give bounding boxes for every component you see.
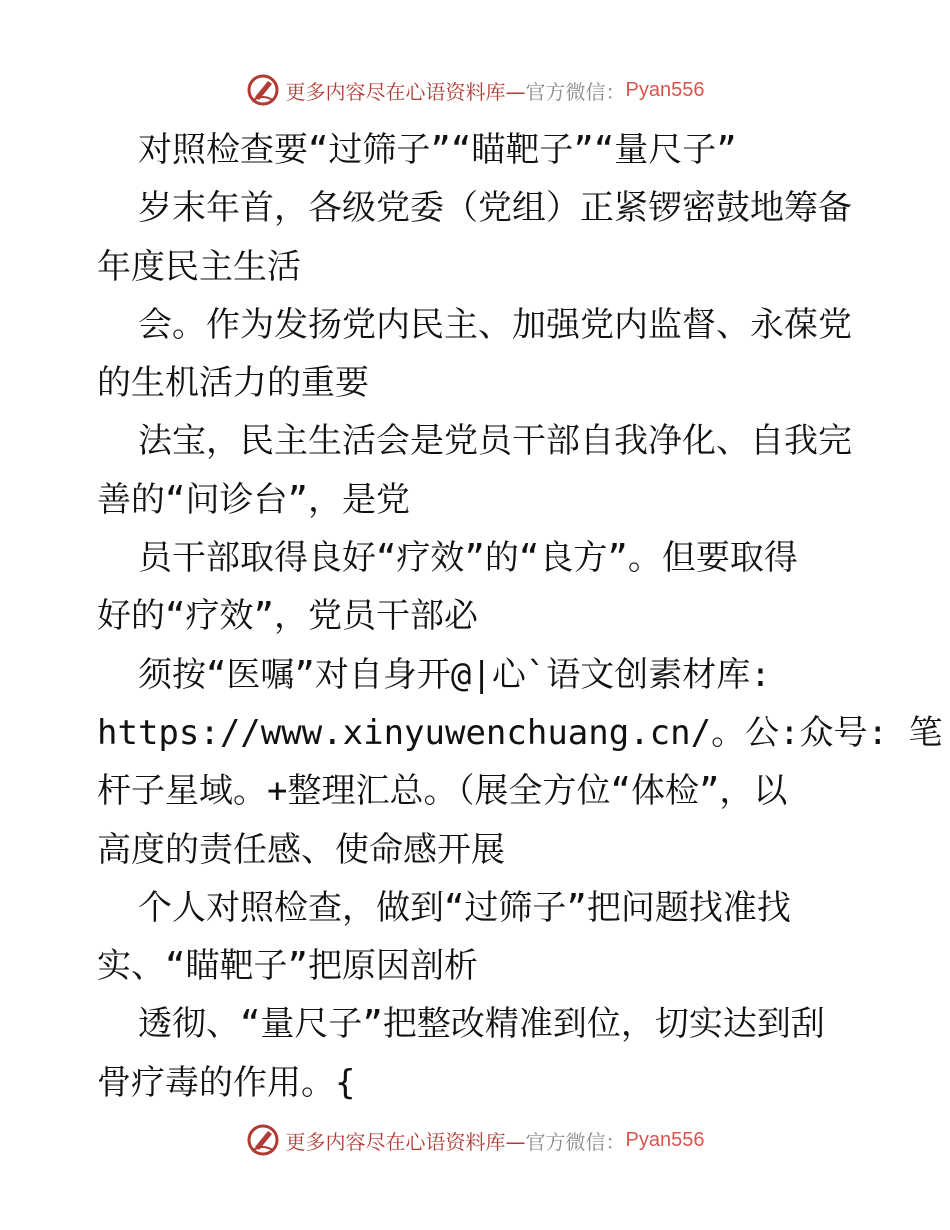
watermark-text: 更多内容尽在心语资料库— [285, 1129, 526, 1154]
text-line: 好的“疗效”，党员干部必 [97, 596, 478, 637]
text-line: 实、“瞄靶子”把原因剖析 [97, 946, 478, 987]
text-line: 须按“医嘱”对自身开@|心`语文创素材库: [97, 654, 771, 695]
library-logo-icon [246, 73, 280, 107]
text-line: 对照检查要“过筛子”“瞄靶子”“量尺子” [97, 130, 737, 170]
wechat-label: 官方微信： [525, 1129, 626, 1154]
wechat-id: Pyan556 [625, 78, 705, 101]
text-line: 善的“问诊台”，是党 [97, 479, 410, 520]
footer-watermark [0, 1120, 950, 1160]
watermark-text: 更多内容尽在心语资料库— [285, 79, 526, 104]
wechat-label: 官方微信： [525, 79, 626, 104]
text-line: 年度民主生活 [97, 246, 301, 287]
header-watermark [0, 70, 950, 110]
text-line: 员干部取得良好“疗效”的“良方”。但要取得 [97, 538, 798, 579]
text-line: 岁末年首，各级党委（党组）正紧锣密鼓地筹备 [97, 188, 852, 229]
text-line: 的生机活力的重要 [97, 363, 369, 404]
text-line: https://www.xinyuwenchuang.cn/。公:众号: 笔 [97, 712, 943, 753]
text-line: 透彻、“量尺子”把整改精准到位，切实达到刮 [97, 1004, 825, 1045]
text-line: 个人对照检查，做到“过筛子”把问题找准找 [97, 887, 791, 928]
text-line: 骨疗毒的作用。{ [97, 1062, 356, 1103]
text-line: 杆子星域。+整理汇总。（展全方位“体检”，以 [97, 771, 788, 812]
text-line: 高度的责任感、使命感开展 [97, 829, 505, 870]
text-line: 法宝，民主生活会是党员干部自我净化、自我完 [97, 421, 852, 462]
text-line: 会。作为发扬党内民主、加强党内监督、永葆党 [97, 304, 852, 345]
document-body [97, 121, 943, 1112]
wechat-id: Pyan556 [625, 1128, 705, 1151]
library-logo-icon [246, 1123, 280, 1157]
